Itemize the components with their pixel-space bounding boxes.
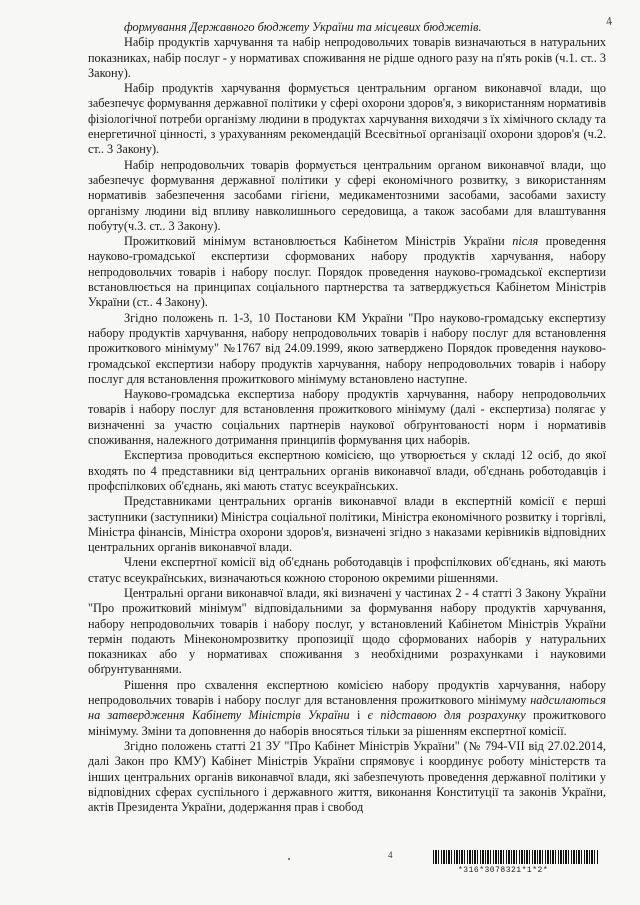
- italic-text: є підставою для розрахунку: [367, 708, 526, 723]
- handwritten-page-mark: 4: [604, 13, 613, 29]
- text-run: Члени експертної комісії від об'єднань роботодавців і профспілкових об'єднань, які мають статус всеукраїнських, визначаються кожною стороною окремими рішеннями.: [88, 555, 606, 585]
- text-run: проведення науково-громадської експертизи сформованих набору продуктів харчування, набору непродовольчих товарів і набору послуг. Порядок проведення науково-громадської експертизи встановлюється на принципах соціального партнерства та затверджується Кабінетом Міністрів України (ст.. 4 Закону).: [88, 234, 606, 310]
- text-run: Науково-громадська експертиза набору продуктів харчування, набору непродовольчих товарів і набору послуг для встановлення прожиткового мінімуму (далі - експертиза) полягає у визначенні за участю соціальних партнерів наукової обґрунтованості норм і нормативів споживання, належного дотримання принципів формування цих наборів.: [88, 387, 606, 448]
- italic-text: надсилаються на затвердження Кабінету Міністрів України: [88, 693, 606, 723]
- paragraph: [88, 678, 606, 739]
- paragraph: [88, 739, 606, 815]
- paragraph: [88, 35, 606, 81]
- paragraph: [88, 20, 606, 35]
- italic-text: формування Державного бюджету України та місцевих бюджетів.: [124, 20, 482, 34]
- barcode-image: [433, 850, 598, 864]
- paragraph: [88, 387, 606, 448]
- text-run: Експертиза проводиться експертною комісією, що утворюється у складі 12 осіб, до якої входять по 4 представники від центральних органів виконавчої влади, об'єднань роботодавців і профспілкових об'єднань, які мають статус всеукраїнських.: [88, 448, 606, 493]
- text-run: Набір продуктів харчування та набір непродовольчих товарів визначаються в натуральних показниках, набір послуг - у нормативах споживання не рідше одного разу на п'ять років (ч.1. ст.. 3 Закону).: [88, 35, 606, 80]
- text-run: Набір продуктів харчування формується центральним органом виконавчої влади, що забезпечує формування державної політики у сфері охорони здоров'я, з використанням нормативів фізіологічної потреби організму людини в продуктах харчування виходячи з їх хімічного складу та енергетичної цінності, з урахуванням рекомендацій Всесвітньої організації охорони здоров'я (ч.2. ст.. 3 Закону).: [88, 81, 606, 157]
- barcode-number: *316*3078321*1*2*: [458, 866, 549, 875]
- paragraph: [88, 311, 606, 387]
- paragraph: [88, 81, 606, 157]
- text-run: Представниками центральних органів виконавчої влади в експертній комісії є перші заступники (заступники) Міністра соціальної політики, Міністра економічного розвитку і торгівлі, Міністра фінансів, Міністра охорони здоров'я, визначені згідно з наказами керівників відповідних центральних органів виконавчої влади.: [88, 494, 606, 555]
- paragraph: [88, 586, 606, 678]
- paragraph: [88, 494, 606, 555]
- text-run: Прожитковий мінімум встановлюється Кабінетом Міністрів України: [124, 234, 513, 249]
- text-run: і: [349, 708, 368, 723]
- text-run: Центральні органи виконавчої влади, які визначені у частинах 2 - 4 статті 3 Закону України "Про прожитковий мінімум" відповідальними за формування набору продуктів харчування, набору непродовольчих товарів і набору послуг, у встановлений Кабінетом Міністрів України термін подають Мінекономрозвитку пропозиції щодо сформованих наборів у натуральних показниках або у нормативах споживання з необхідними розрахунками і науковими обґрунтуваннями.: [88, 585, 606, 677]
- text-run: Набір непродовольчих товарів формується центральним органом виконавчої влади, що забезпечує формування державної політики у сфері економічного розвитку, з використанням нормативів забезпечення засобами гігієни, медикаментозними засобами, засобами захисту організму людини від впливу навколишнього середовища, а також засобами для влаштування побуту(ч.3. ст.. 3 Закону).: [88, 157, 606, 233]
- italic-text: після: [512, 234, 539, 249]
- document-body: [88, 20, 606, 815]
- text-run: Згідно положень п. 1-3, 10 Постанови КМ України "Про науково-громадську експертизу набору продуктів харчування, набору непродовольчих товарів і набору послуг для встановлення прожиткового мінімуму" №1767 від 24.09.1999, якою затверджено Порядок проведення науково-громадської експертизи набору продуктів харчування, набору непродовольчих товарів і набору послуг для встановлення прожиткового мінімуму встановлено наступне.: [88, 310, 606, 386]
- paragraph: [88, 555, 606, 586]
- text-run: прожиткового мінімуму. Зміни та доповнення до наборів вносяться тільки за рішенням експертної комісії.: [88, 708, 606, 738]
- paragraph: [88, 158, 606, 234]
- text-run: Рішення про схвалення експертною комісією набору продуктів харчування, набору непродовольчих товарів і набору послуг для встановлення прожиткового мінімуму: [88, 677, 606, 708]
- page-number: 4: [388, 850, 393, 860]
- paragraph: [88, 448, 606, 494]
- scan-speck: [288, 858, 290, 860]
- paragraph: [88, 234, 606, 310]
- text-run: Згідно положень статті 21 ЗУ "Про Кабінет Міністрів України" (№ 794-VII від 27.02.2014, далі Закон про КМУ) Кабінет Міністрів України спрямовує і координує роботу міністерств та інших центральних органів виконавчої влади, які забезпечують проведення державної політики у відповідних сферах суспільного і державного життя, виконання Конституції та законів України, актів Президента України, додержання прав і свобод: [88, 738, 606, 815]
